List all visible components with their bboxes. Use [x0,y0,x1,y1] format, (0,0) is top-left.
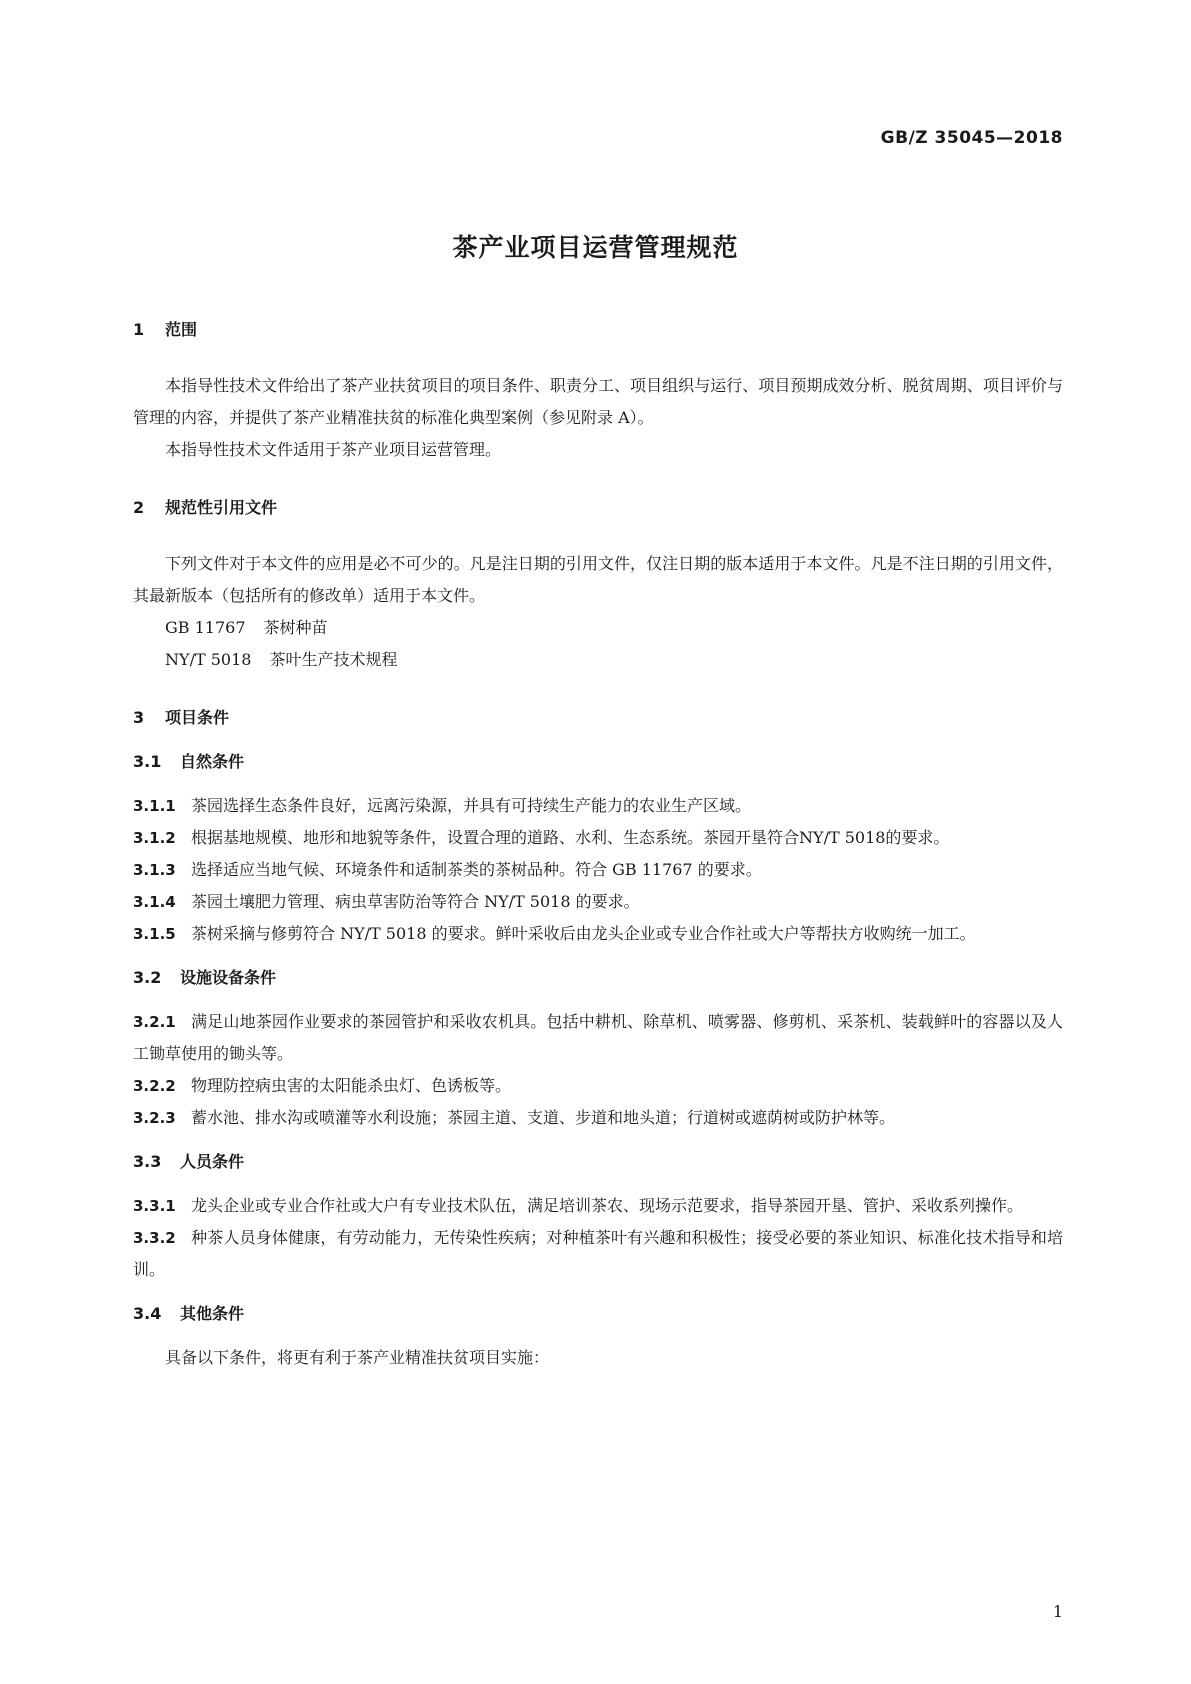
clause [133,918,1063,950]
document-title: 茶产业项目运营管理规范 [452,233,739,262]
section-2-heading [133,496,1063,520]
subsection-3-4-heading [133,1302,1063,1326]
subsection-title: 其他条件 [180,1304,245,1323]
clause-number: 3.3.1 [133,1197,176,1215]
subsection-3-2-heading [133,966,1063,990]
clause-text: 龙头企业或专业合作社或大户有专业技术队伍，满足培训茶农、现场示范要求，指导茶园开垦、管护、采收系列操作。 [191,1196,1024,1215]
clause [133,1102,1063,1134]
references-paragraph: 下列文件对于本文件的应用是必不可少的。凡是注日期的引用文件，仅注日期的版本适用于本文件。凡是不注日期的引用文件，其最新版本（包括所有的修改单）适用于本文件。 [133,554,1063,605]
clause [133,822,1063,854]
subsection-number: 3.4 [133,1304,162,1323]
reference-name: 茶叶生产技术规程 [269,650,398,669]
subsection-title: 人员条件 [180,1152,245,1171]
clause-number: 3.2.3 [133,1109,176,1127]
clause-text: 茶园土壤肥力管理、病虫草害防治等符合 NY/T 5018 的要求。 [191,892,640,911]
document-body [133,318,1063,1374]
clause-number: 3.2.2 [133,1077,176,1095]
subsection-number: 3.2 [133,968,162,987]
subsection-number: 3.3 [133,1152,162,1171]
subsection-title: 自然条件 [180,752,245,771]
reference-item [133,612,1063,644]
clause-number: 3.1.4 [133,893,176,911]
scope-paragraph-2: 本指导性技术文件适用于茶产业项目运营管理。 [165,440,502,459]
clause [133,790,1063,822]
clause [133,886,1063,918]
subsection-number: 3.1 [133,752,162,771]
clause-text: 满足山地茶园作业要求的茶园管护和采收农机具。包括中耕机、除草机、喷雾器、修剪机、采茶机、装载鲜叶的容器以及人工锄草使用的锄头等。 [133,1012,1063,1063]
clause [133,1190,1063,1222]
section-number: 3 [133,708,145,727]
subsection-title: 设施设备条件 [180,968,277,987]
section-3-heading [133,706,1063,730]
other-conditions-paragraph: 具备以下条件，将更有利于茶产业精准扶贫项目实施： [165,1348,550,1367]
section-title: 项目条件 [165,708,230,727]
standard-code: GB/Z 35045—2018 [880,128,1063,148]
clause-number: 3.1.1 [133,797,176,815]
clause-text: 蓄水池、排水沟或喷灌等水利设施；茶园主道、支道、步道和地头道；行道树或遮荫树或防护林等。 [191,1108,896,1127]
clause-text: 茶树采摘与修剪符合 NY/T 5018 的要求。鲜叶采收后由龙头企业或专业合作社或大户等帮扶方收购统一加工。 [191,924,976,943]
clause-number: 3.1.2 [133,829,176,847]
reference-code: NY/T 5018 [165,650,252,669]
clause-number: 3.1.5 [133,925,176,943]
clause-text: 茶园选择生态条件良好，远离污染源，并具有可持续生产能力的农业生产区域。 [191,796,752,815]
subsection-3-1-heading [133,750,1063,774]
clause-text: 选择适应当地气候、环境条件和适制茶类的茶树品种。符合 GB 11767 的要求。 [191,860,762,879]
page-number: 1 [1052,1602,1063,1621]
reference-name: 茶树种苗 [263,618,328,637]
subsection-3-3-heading [133,1150,1063,1174]
section-number: 1 [133,320,145,339]
section-title: 规范性引用文件 [165,498,278,517]
reference-item [133,644,1063,676]
scope-paragraph-1: 本指导性技术文件给出了茶产业扶贫项目的项目条件、职责分工、项目组织与运行、项目预期成效分析、脱贫周期、项目评价与管理的内容，并提供了茶产业精准扶贫的标准化典型案例（参见附录 A）。 [133,376,1063,427]
clause-number: 3.2.1 [133,1013,176,1031]
clause-text: 种茶人员身体健康，有劳动能力，无传染性疾病；对种植茶叶有兴趣和积极性；接受必要的茶业知识、标准化技术指导和培训。 [133,1228,1063,1279]
clause-number: 3.3.2 [133,1229,176,1247]
reference-code: GB 11767 [165,618,246,637]
section-title: 范围 [165,320,198,339]
clause [133,1070,1063,1102]
clause-text: 物理防控病虫害的太阳能杀虫灯、色诱板等。 [191,1076,512,1095]
clause-text: 根据基地规模、地形和地貌等条件，设置合理的道路、水利、生态系统。茶园开垦符合NY/T 5018的要求。 [191,828,950,847]
clause [133,854,1063,886]
clause-number: 3.1.3 [133,861,176,879]
section-number: 2 [133,498,145,517]
section-1-heading [133,318,1063,342]
clause [133,1006,1063,1070]
clause [133,1222,1063,1286]
